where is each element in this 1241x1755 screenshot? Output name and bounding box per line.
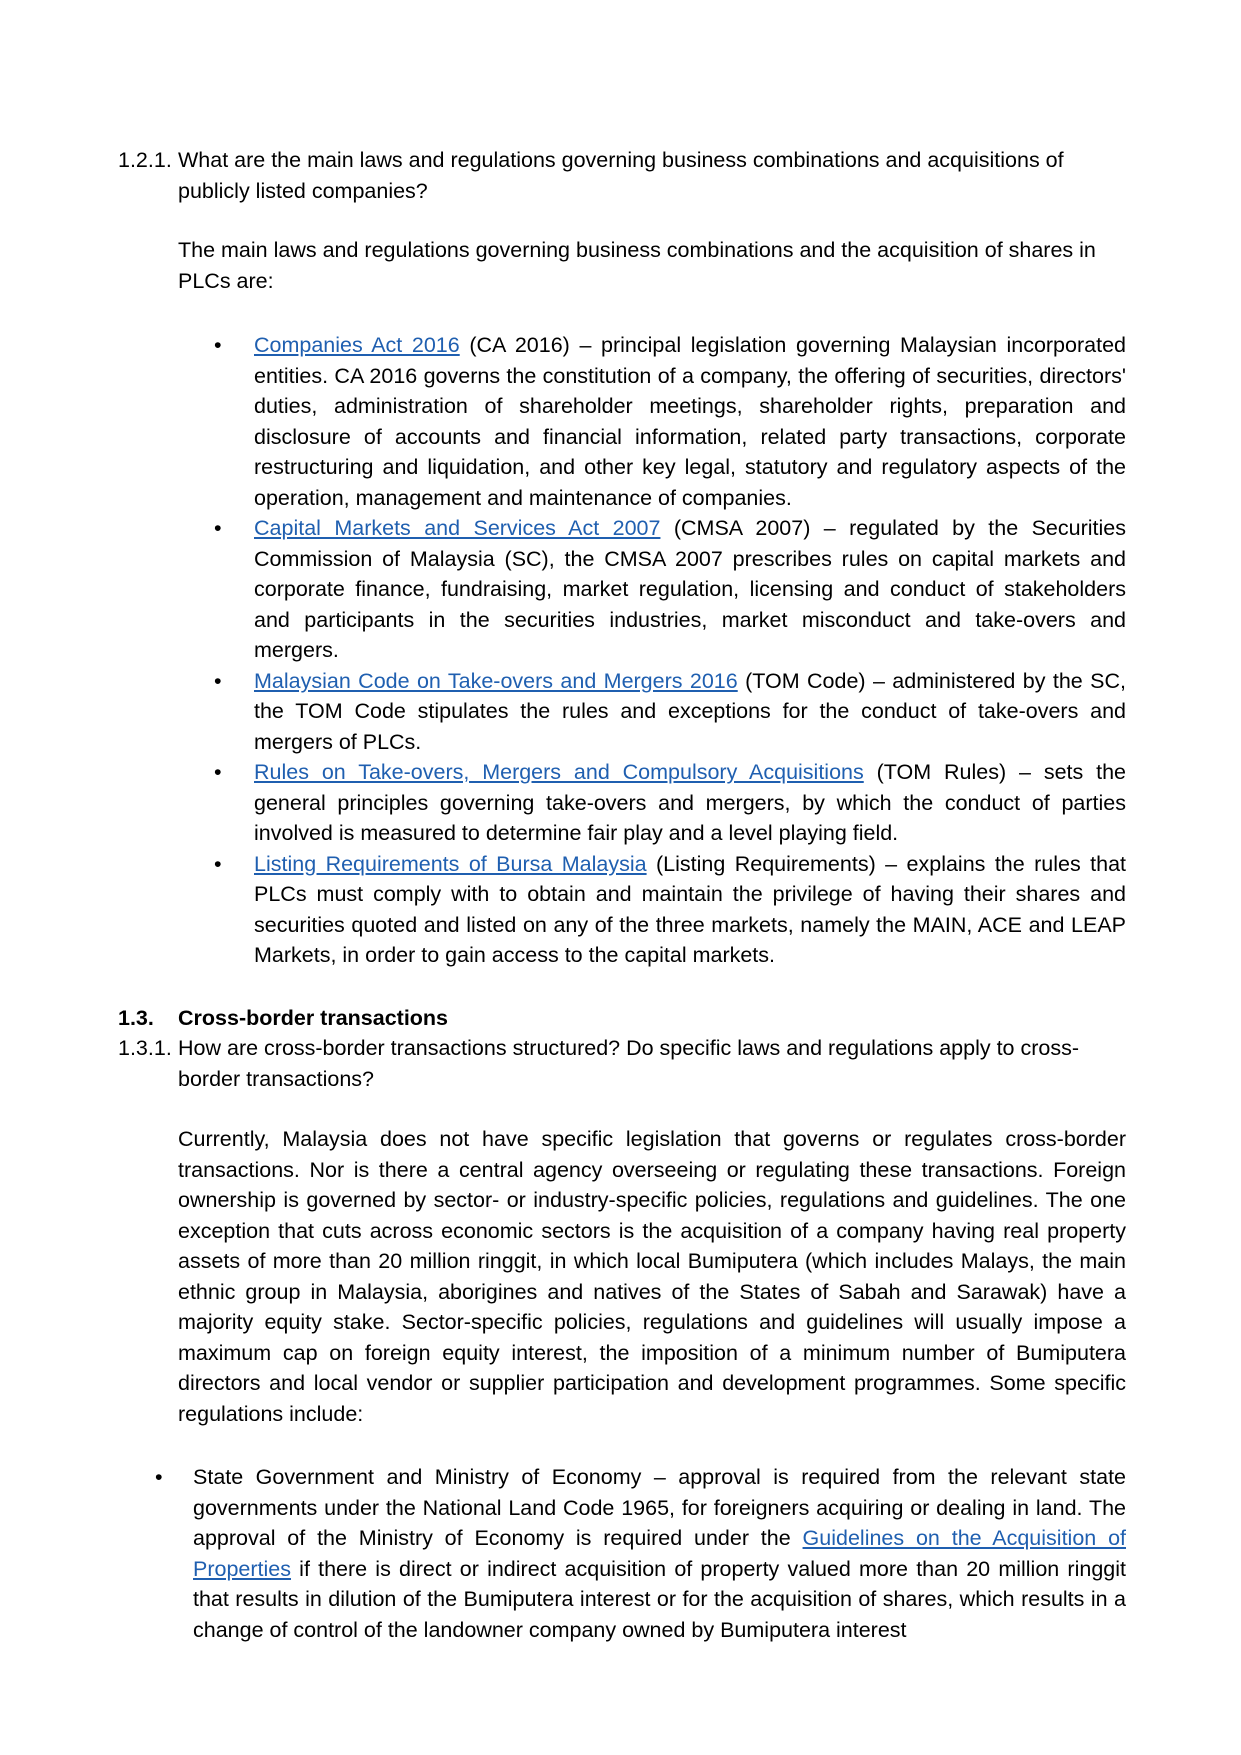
question-number: 1.2.1. — [118, 148, 172, 172]
list-item-text: if there is direct or indirect acquisition of property valued more than 20 million ringgit that results in dilution of the Bumiputera interest or for the acquisition of shares, which results in a change of control of the landowner company owned by Bumiputera interest — [193, 1556, 1126, 1642]
list-item-text: (CA 2016) – principal legislation governing Malaysian incorporated entities. CA 2016 governs the constitution of a company, the offering of securities, directors' duties, administration of shareholder meetings, shareholder rights, preparation and disclosure of accounts and financial information, related party transactions, corporate restructuring and liquidation, and other key legal, statutory and regulatory aspects of the operation, management and maintenance of companies. — [254, 333, 1126, 510]
question-text: How are cross-border transactions structured? Do specific laws and regulations apply to cross-border transactions? — [178, 1036, 1080, 1091]
list-item — [214, 330, 1126, 513]
question-number: 1.3.1. — [118, 1036, 172, 1060]
list-item-text: (TOM Code) – administered by the SC, the TOM Code stipulates the rules and exceptions for the conduct of take-overs and mergers of PLCs. — [254, 668, 1126, 754]
bullet-icon: • — [214, 516, 222, 540]
list-item-text: (Listing Requirements) – explains the rules that PLCs must comply with to obtain and maintain the privilege of having their shares and securities quoted and listed on any of the three markets, namely the MAIN, ACE and LEAP Markets, in order to gain access to the capital markets. — [254, 851, 1127, 967]
companies-act-link[interactable]: Companies Act 2016 — [254, 333, 460, 357]
list-item — [214, 757, 1126, 849]
guidelines-acquisition-link[interactable]: Guidelines on the Acquisition of Properties — [193, 1526, 1126, 1581]
regulations-list — [155, 1462, 1126, 1645]
list-item — [214, 849, 1127, 971]
bullet-icon: • — [214, 333, 222, 357]
bullet-icon: • — [214, 851, 222, 876]
list-item — [214, 666, 1126, 758]
list-item-text: (CMSA 2007) – regulated by the Securities Commission of Malaysia (SC), the CMSA 2007 prescribes rules on capital markets and corporate finance, fundraising, market regulation, licensing and conduct of stakeholders and participants in the securities industries, market misconduct and take-overs and mergers. — [254, 516, 1126, 662]
intro-paragraph: The main laws and regulations governing business combinations and the acquisition of shares in PLCs are: — [178, 238, 1096, 293]
section-heading-number: 1.3. — [118, 1006, 154, 1030]
list-item-text: (TOM Rules) – sets the general principles governing take-overs and mergers, by which the conduct of parties involved is measured to determine fair play and a level playing field. — [254, 760, 1126, 845]
list-item — [155, 1462, 1126, 1645]
bullet-icon: • — [214, 668, 222, 693]
tom-rules-link[interactable]: Rules on Take-overs, Mergers and Compulsory Acquisitions — [254, 760, 864, 784]
list-item — [214, 513, 1126, 666]
tom-code-link[interactable]: Malaysian Code on Take-overs and Mergers 2016 — [254, 668, 738, 693]
listing-requirements-link[interactable]: Listing Requirements of Bursa Malaysia — [254, 851, 647, 876]
laws-list — [214, 330, 1127, 971]
question-text: What are the main laws and regulations governing business combinations and acquisitions of publicly listed companies? — [178, 148, 1064, 203]
bullet-icon: • — [214, 760, 222, 784]
bullet-icon: • — [155, 1465, 163, 1489]
section-heading: Cross-border transactions — [178, 1006, 449, 1030]
cmsa-link[interactable]: Capital Markets and Services Act 2007 — [254, 516, 661, 540]
list-item-text: State Government and Ministry of Economy – approval is required from the relevant state governments under the National Land Code 1965, for foreigners acquiring or dealing in land. The approval of the Ministry of Economy is required under the — [193, 1465, 1126, 1550]
body-paragraph: Currently, Malaysia does not have specific legislation that governs or regulates cross-border transactions. Nor is there a central agency overseeing or regulating these transactions. Foreign ownership is governed by sector- or industry-specific policies, regulations and guidelines. The one exception that cuts across economic sectors is the acquisition of a company having real property assets of more than 20 million ringgit, in which local Bumiputera (which includes Malays, the main ethnic group in Malaysia, aborigines and natives of the States of Sabah and Sarawak) have a majority equity stake. Sector-specific policies, regulations and guidelines will usually impose a maximum cap on foreign equity interest, the imposition of a minimum number of Bumiputera directors and local vendor or supplier participation and development programmes. Some specific regulations include: — [178, 1127, 1126, 1426]
